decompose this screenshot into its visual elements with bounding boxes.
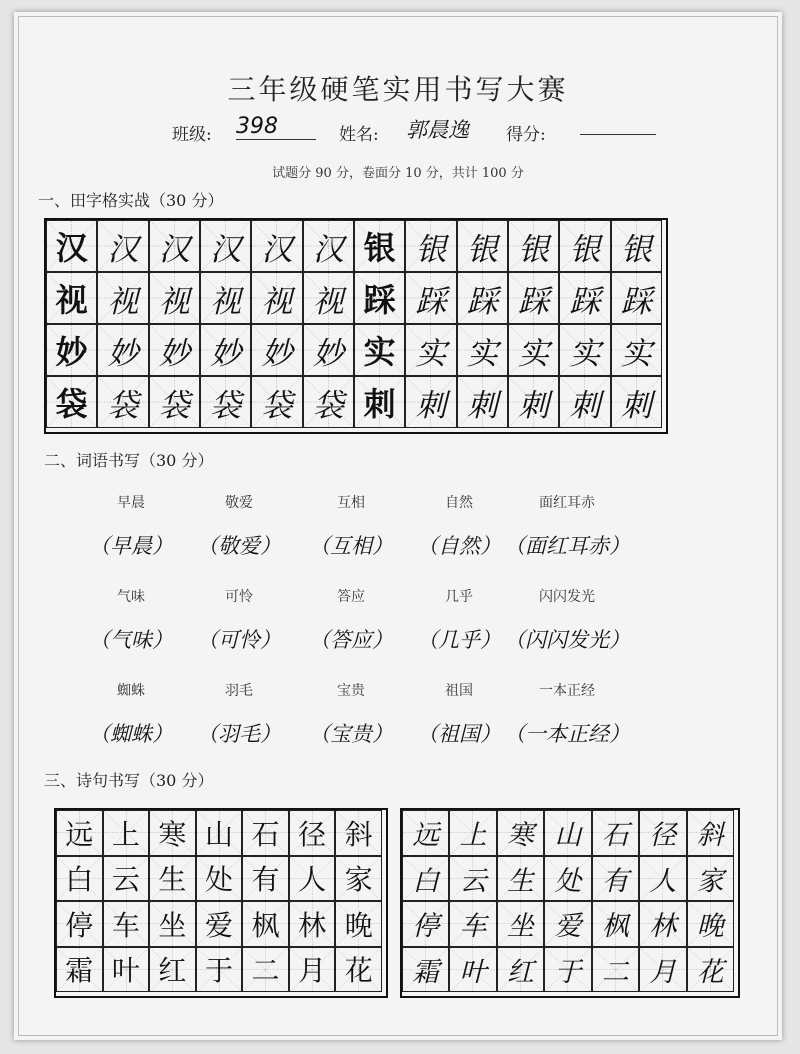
grid-cell <box>149 856 196 902</box>
word-written: （可怜） <box>197 628 281 652</box>
grid-cell <box>242 901 289 947</box>
grid-cell <box>559 324 610 376</box>
grid-character: 云 <box>111 863 140 897</box>
grid-character: 袋 <box>261 387 293 424</box>
grid-cell <box>251 376 302 428</box>
grid-cell <box>103 901 150 947</box>
grid-cell <box>46 272 97 324</box>
grid-character: 生 <box>507 865 535 897</box>
grid-character: 处 <box>554 865 582 897</box>
grid-character: 车 <box>459 911 487 943</box>
grid-cell <box>544 856 591 902</box>
grid-cell <box>611 324 662 376</box>
grid-character: 晚 <box>344 908 373 942</box>
grid-character: 枫 <box>601 911 629 943</box>
grid-cell <box>149 947 196 993</box>
grid-cell <box>149 376 200 428</box>
grid-cell <box>56 947 103 993</box>
word-written: （自然） <box>417 534 501 558</box>
grid-character: 汉 <box>158 231 190 268</box>
word-prompt: 答应 <box>337 589 365 605</box>
grid-character: 红 <box>158 954 187 988</box>
grid-character: 踩 <box>363 281 396 319</box>
grid-cell <box>449 810 496 856</box>
grid-cell <box>200 220 251 272</box>
grid-character: 视 <box>261 283 293 320</box>
word-written: （羽毛） <box>197 722 281 746</box>
class-label: 班级: <box>172 125 212 145</box>
grid-character: 银 <box>569 231 601 268</box>
grid-character: 袋 <box>210 387 242 424</box>
grid-cell <box>611 376 662 428</box>
grid-cell <box>200 272 251 324</box>
grid-character: 妙 <box>210 335 242 372</box>
grid-cell <box>97 324 148 376</box>
grid-cell <box>508 272 559 324</box>
grid-character: 山 <box>554 820 582 852</box>
grid-character: 斜 <box>344 817 373 851</box>
grid-character: 车 <box>111 908 140 942</box>
grid-character: 汉 <box>261 231 293 268</box>
grid-cell <box>508 220 559 272</box>
grid-character: 霜 <box>412 956 440 988</box>
grid-cell <box>457 324 508 376</box>
word-prompt: 气味 <box>117 589 145 605</box>
grid-character: 视 <box>55 281 88 319</box>
grid-character: 花 <box>696 956 724 988</box>
grid-character: 汉 <box>312 231 344 268</box>
grid-cell <box>289 810 336 856</box>
grid-cell <box>497 856 544 902</box>
word-prompt: 几乎 <box>445 589 473 605</box>
grid-character: 斜 <box>696 820 724 852</box>
grid-cell <box>611 272 662 324</box>
grid-cell <box>497 810 544 856</box>
grid-character: 袋 <box>158 387 190 424</box>
exam-title: 三年级硬笔实用书写大赛 <box>227 73 569 106</box>
grid-cell <box>639 810 686 856</box>
grid-cell <box>303 324 354 376</box>
grid-character: 实 <box>363 333 396 371</box>
grid-character: 山 <box>204 817 233 851</box>
grid-character: 于 <box>554 956 582 988</box>
grid-character: 停 <box>65 908 94 942</box>
grid-cell <box>497 901 544 947</box>
grid-character: 坐 <box>507 911 535 943</box>
grid-cell <box>196 947 243 993</box>
word-written: （敬爱） <box>197 534 281 558</box>
grid-cell <box>103 947 150 993</box>
grid-cell <box>687 901 734 947</box>
section1-title: 一、田字格实战（30 分） <box>38 191 224 210</box>
grid-character: 远 <box>412 820 440 852</box>
grid-cell <box>56 901 103 947</box>
grid-cell <box>97 272 148 324</box>
grid-cell <box>335 856 382 902</box>
grid-character: 视 <box>210 283 242 320</box>
grid-cell <box>242 856 289 902</box>
grid-cell <box>196 810 243 856</box>
grid-cell <box>149 220 200 272</box>
grid-character: 汉 <box>55 229 88 267</box>
grid-cell <box>303 272 354 324</box>
grid-character: 踩 <box>569 283 601 320</box>
name-value: 郭晨逸 <box>406 118 469 142</box>
word-written: （祖国） <box>417 722 501 746</box>
word-prompt: 敬爱 <box>225 495 253 511</box>
grid-character: 实 <box>569 335 601 372</box>
grid-character: 于 <box>204 954 233 988</box>
grid-character: 处 <box>204 863 233 897</box>
grid-character: 月 <box>298 954 327 988</box>
grid-character: 霜 <box>65 954 94 988</box>
word-prompt: 宝贵 <box>337 683 365 699</box>
poem-grid-model <box>54 808 388 998</box>
grid-character: 停 <box>412 911 440 943</box>
grid-cell <box>402 856 449 902</box>
word-written: （几乎） <box>417 628 501 652</box>
grid-cell <box>251 272 302 324</box>
grid-cell <box>335 947 382 993</box>
grid-cell <box>46 220 97 272</box>
grid-cell <box>289 856 336 902</box>
grid-character: 汉 <box>107 231 139 268</box>
word-prompt: 自然 <box>445 495 473 511</box>
grid-cell <box>242 947 289 993</box>
grid-cell <box>687 856 734 902</box>
grid-cell <box>611 220 662 272</box>
grid-character: 生 <box>158 863 187 897</box>
grid-cell <box>335 810 382 856</box>
grid-character: 人 <box>298 863 327 897</box>
grid-character: 刺 <box>518 387 550 424</box>
grid-cell <box>354 376 405 428</box>
word-written: （闪闪发光） <box>504 628 630 652</box>
section3-title: 三、诗句书写（30 分） <box>44 771 214 790</box>
grid-character: 妙 <box>261 335 293 372</box>
grid-cell <box>97 376 148 428</box>
grid-cell <box>405 272 456 324</box>
grid-cell <box>354 324 405 376</box>
grid-character: 银 <box>363 229 396 267</box>
grid-cell <box>687 810 734 856</box>
exam-paper <box>14 12 782 1040</box>
grid-cell <box>354 220 405 272</box>
grid-cell <box>544 810 591 856</box>
grid-cell <box>508 376 559 428</box>
grid-character: 月 <box>649 956 677 988</box>
grid-character: 红 <box>507 956 535 988</box>
grid-cell <box>592 856 639 902</box>
grid-cell <box>639 901 686 947</box>
grid-cell <box>46 376 97 428</box>
grid-cell <box>592 901 639 947</box>
word-prompt: 互相 <box>337 495 365 511</box>
grid-character: 袋 <box>312 387 344 424</box>
grid-character: 林 <box>298 908 327 942</box>
grid-character: 银 <box>620 231 652 268</box>
grid-character: 云 <box>459 865 487 897</box>
grid-cell <box>200 324 251 376</box>
grid-character: 银 <box>466 231 498 268</box>
grid-cell <box>103 856 150 902</box>
grid-character: 晚 <box>696 911 724 943</box>
grid-character: 远 <box>65 817 94 851</box>
grid-cell <box>196 856 243 902</box>
grid-character: 踩 <box>415 283 447 320</box>
grid-cell <box>251 220 302 272</box>
word-prompt: 蜘蛛 <box>117 683 145 699</box>
grid-cell <box>457 376 508 428</box>
grid-character: 径 <box>649 820 677 852</box>
grid-cell <box>289 901 336 947</box>
grid-character: 白 <box>65 863 94 897</box>
grid-cell <box>405 220 456 272</box>
grid-cell <box>544 947 591 993</box>
grid-cell <box>200 376 251 428</box>
score-label: 得分: <box>506 125 546 145</box>
grid-character: 叶 <box>459 956 487 988</box>
grid-character: 汉 <box>210 231 242 268</box>
word-written: （气味） <box>89 628 173 652</box>
grid-cell <box>405 324 456 376</box>
grid-cell <box>449 856 496 902</box>
grid-cell <box>149 272 200 324</box>
grid-character: 刺 <box>363 385 396 423</box>
score-note: 试题分 90 分，卷面分 10 分，共计 100 分 <box>272 166 524 181</box>
grid-character: 寒 <box>158 817 187 851</box>
grid-cell <box>149 901 196 947</box>
grid-character: 径 <box>298 817 327 851</box>
grid-cell <box>457 272 508 324</box>
word-written: （早晨） <box>89 534 173 558</box>
section2-title: 二、词语书写（30 分） <box>44 451 214 470</box>
grid-character: 二 <box>601 956 629 988</box>
grid-cell <box>196 901 243 947</box>
grid-cell <box>149 810 196 856</box>
grid-cell <box>449 901 496 947</box>
grid-cell <box>508 324 559 376</box>
grid-cell <box>405 376 456 428</box>
grid-character: 视 <box>312 283 344 320</box>
grid-character: 有 <box>251 863 280 897</box>
grid-character: 袋 <box>55 385 88 423</box>
grid-cell <box>497 947 544 993</box>
grid-character: 银 <box>415 231 447 268</box>
grid-character: 家 <box>696 865 724 897</box>
word-prompt: 一本正经 <box>539 683 595 699</box>
grid-cell <box>559 376 610 428</box>
word-written: （答应） <box>309 628 393 652</box>
word-prompt: 祖国 <box>445 683 473 699</box>
grid-character: 袋 <box>107 387 139 424</box>
grid-character: 寒 <box>507 820 535 852</box>
grid-character: 人 <box>649 865 677 897</box>
grid-character: 视 <box>158 283 190 320</box>
grid-character: 爱 <box>554 911 582 943</box>
grid-character: 实 <box>518 335 550 372</box>
grid-character: 踩 <box>466 283 498 320</box>
grid-character: 妙 <box>312 335 344 372</box>
grid-character: 妙 <box>107 335 139 372</box>
grid-character: 石 <box>251 817 280 851</box>
grid-character: 视 <box>107 283 139 320</box>
grid-character: 爱 <box>204 908 233 942</box>
grid-cell <box>592 947 639 993</box>
grid-cell <box>559 220 610 272</box>
grid-cell <box>56 810 103 856</box>
grid-character: 上 <box>459 820 487 852</box>
grid-cell <box>251 324 302 376</box>
grid-character: 上 <box>111 817 140 851</box>
grid-cell <box>639 947 686 993</box>
grid-character: 枫 <box>251 908 280 942</box>
word-prompt: 可怜 <box>225 589 253 605</box>
grid-cell <box>46 324 97 376</box>
grid-character: 银 <box>518 231 550 268</box>
class-value: 398 <box>236 114 316 140</box>
word-prompt: 早晨 <box>117 495 145 511</box>
grid-character: 坐 <box>158 908 187 942</box>
grid-cell <box>402 901 449 947</box>
name-label: 姓名: <box>339 125 379 145</box>
grid-character: 刺 <box>466 387 498 424</box>
grid-cell <box>457 220 508 272</box>
word-prompt: 面红耳赤 <box>539 495 595 511</box>
grid-character: 家 <box>344 863 373 897</box>
grid-character: 刺 <box>569 387 601 424</box>
grid-cell <box>592 810 639 856</box>
grid-character: 花 <box>344 954 373 988</box>
word-written: （蜘蛛） <box>89 722 173 746</box>
grid-character: 林 <box>649 911 677 943</box>
grid-cell <box>149 324 200 376</box>
grid-cell <box>335 901 382 947</box>
grid-character: 二 <box>251 954 280 988</box>
grid-cell <box>242 810 289 856</box>
grid-character: 实 <box>620 335 652 372</box>
grid-cell <box>56 856 103 902</box>
word-written: （一本正经） <box>504 722 630 746</box>
grid-cell <box>354 272 405 324</box>
grid-character: 叶 <box>111 954 140 988</box>
grid-character: 踩 <box>518 283 550 320</box>
grid-cell <box>303 220 354 272</box>
grid-cell <box>687 947 734 993</box>
grid-cell <box>103 810 150 856</box>
grid-cell <box>449 947 496 993</box>
grid-character: 妙 <box>55 333 88 371</box>
grid-character: 妙 <box>158 335 190 372</box>
grid-cell <box>303 376 354 428</box>
grid-character: 实 <box>415 335 447 372</box>
grid-character: 踩 <box>620 283 652 320</box>
grid-character: 白 <box>412 865 440 897</box>
grid-character: 刺 <box>415 387 447 424</box>
word-prompt: 闪闪发光 <box>539 589 595 605</box>
grid-cell <box>639 856 686 902</box>
word-prompt: 羽毛 <box>225 683 253 699</box>
grid-cell <box>559 272 610 324</box>
score-blank <box>580 120 656 135</box>
grid-character: 刺 <box>620 387 652 424</box>
grid-cell <box>289 947 336 993</box>
poem-grid-written <box>400 808 740 998</box>
grid-character: 有 <box>601 865 629 897</box>
tianzige-grid <box>44 218 668 434</box>
grid-cell <box>544 901 591 947</box>
word-written: （面红耳赤） <box>504 534 630 558</box>
grid-cell <box>97 220 148 272</box>
word-written: （互相） <box>309 534 393 558</box>
grid-character: 实 <box>466 335 498 372</box>
word-written: （宝贵） <box>309 722 393 746</box>
grid-cell <box>402 947 449 993</box>
grid-cell <box>402 810 449 856</box>
grid-character: 石 <box>601 820 629 852</box>
